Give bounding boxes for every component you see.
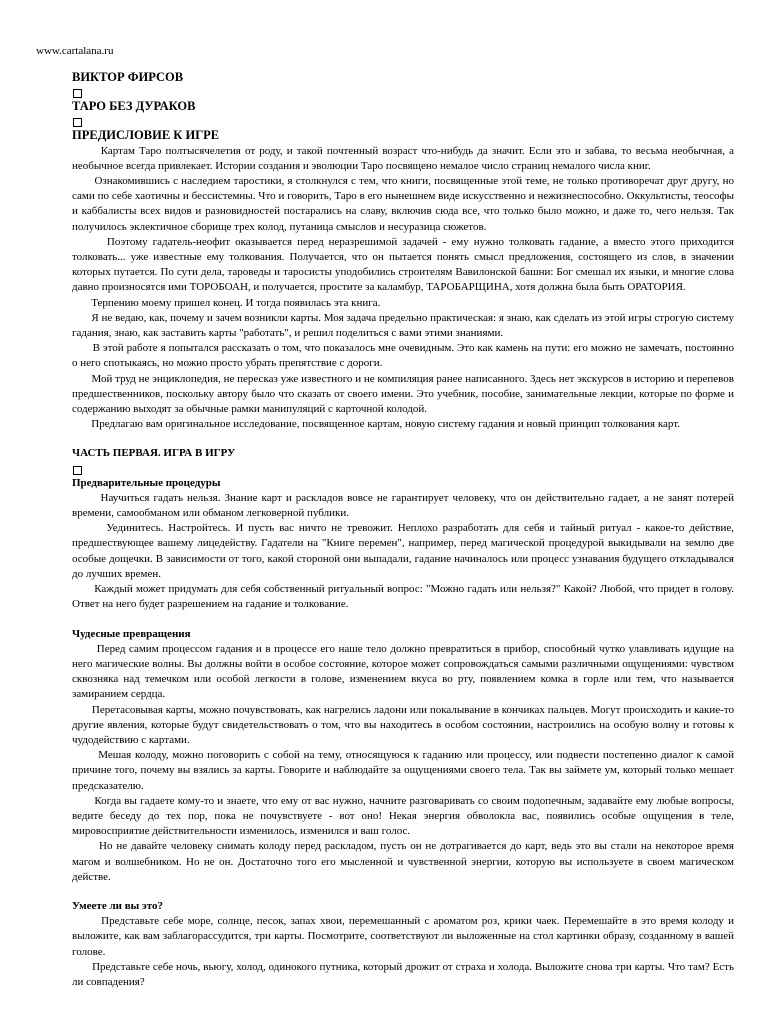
document-body xyxy=(72,70,734,990)
paragraph: В этой работе я попытался рассказать о том, что показалось мне очевидным. Это как камень на пути: его можно не замечать, постоянно о него спотыкаясь, но можно просто убрать препятствие с дороги. xyxy=(72,342,734,370)
paragraph: Я не ведаю, как, почему и зачем возникли карты. Моя задача предельно практическая: я знаю, как сделать из этой игры строгую систему гадания, знаю, как заставить карты "работать", и решил поделиться с вами этими знаниями. xyxy=(72,311,734,340)
paragraph: Перетасовывая карты, можно почувствовать, как нагрелись ладони или покалывание в кончиках пальцев. Могут происходить и какие-то другие явления, которые будут свидетельствовать о том, что вы находитесь в особом состоянии, настроились на особую волну и готовы к чудодействию с картами. xyxy=(72,703,734,746)
paragraph: Ознакомившись с наследием таростики, я столкнулся с тем, что книги, посвященные этой теме, не только противоречат друг другу, но сами по себе хаотичны и бессистемны. Что и говорить, Таро в его нынешнем виде искусственно и нежизнеспособно. Оккультисты, теософы и каббалисты всех видов и разновидностей постарались на славу, включив сюда все, что только было можно, и даже то, чего нельзя. Так получилось эклектичное сборище трех колод, путаница смыслов и несуразица сюжетов. xyxy=(72,175,734,233)
paragraph: Когда вы гадаете кому-то и знаете, что ему от вас нужно, начните разговаривать со своим подопечным, задавайте ему любые вопросы, ведите беседу до тех пор, пока не почувствуете - вот оно! Некая энергия обволокла вас, появились особые ощущения в теле, мировосприятие действительности изменилось, изменился и ваш голос. xyxy=(72,794,734,838)
part-title: ЧАСТЬ ПЕРВАЯ. ИГРА В ИГРУ xyxy=(72,447,236,460)
section-title: Предварительные процедуры xyxy=(72,476,221,489)
book-title: ТАРО БЕЗ ДУРАКОВ xyxy=(72,99,196,114)
paragraph: Представьте себе море, солнце, песок, запах хвои, перемешанный с ароматом роз, крики чаек. Перемешайте в это время колоду и выложите, как вам заблагорассудится, три карты. Посмотрите, соответствуют ли выложенные на стол картинки образу, созданному в вашей голове. xyxy=(72,915,734,958)
paragraph: Терпению моему пришел конец. И тогда появилась эта книга. xyxy=(72,296,381,309)
paragraph: Поэтому гадатель-неофит оказывается перед неразрешимой задачей - ему нужно толковать гадание, а вместо этого приходится толковать... уже известные ему толкования. Получается, что он пытается понять смысл предложения, состоящего из слов, в значении которых путается. По сути дела, тароведы и таросисты уподобились строителям Вавилонской башни: Бог смешал их языки, и многие слова давно произносятся ими ТОРОБОАН, и получается, простите за каламбур, ТАРОБАРЩИНА, хотя должна была быть ОРАТОРИЯ. xyxy=(72,235,734,294)
author-name: ВИКТОР ФИРСОВ xyxy=(72,70,184,84)
preface-text xyxy=(72,144,734,433)
paragraph: Но не давайте человеку снимать колоду перед раскладом, пусть он не дотрагивается до карт, ведь это вы стали на некоторое время магом и волшебником. Но не он. Достаточно того его мысленной и чувственной энергии, которую вы используете в своем магическом действе. xyxy=(72,840,734,883)
paragraph: Перед самим процессом гадания и в процессе его наше тело должно превратиться в прибор, способный чутко улавливать идущие на него магические волны. Вы должны войти в особое состояние, которое может сопровождаться самыми различными ощущениями: чувством сквозняка над темечком или особой легкости в голове, изменением вкуса во рту, появлением комка в горле или тем, что называется замиранием сердца. xyxy=(72,642,734,701)
missing-glyph-box xyxy=(72,85,734,99)
section-title: Чудесные превращения xyxy=(72,627,191,640)
section-title: Умеете ли вы это? xyxy=(72,899,164,912)
paragraph: Предлагаю вам оригинальное исследование, посвященное картам, новую систему гадания и новый принцип толкования карт. xyxy=(72,418,680,431)
paragraph: Каждый может придумать для себя собственный ритуальный вопрос: "Можно гадать или нельзя?" Какой? Любой, что придет в голову. Ответ на него будет разрешением на гадание и толкование. xyxy=(72,583,734,611)
paragraph: Научиться гадать нельзя. Знание карт и раскладов вовсе не гарантирует человеку, что он действительно гадает, а не занят потерей времени, самообманом или обманом легковерной публики. xyxy=(72,491,734,520)
paragraph: Представьте себе ночь, вьюгу, холод, одинокого путника, который дрожит от страха и холода. Выложите снова три карты. Что там? Есть ли совпадения? xyxy=(72,960,734,988)
missing-glyph-box xyxy=(72,462,734,476)
missing-glyph-box xyxy=(72,114,734,128)
site-url: www.cartalana.ru xyxy=(36,45,114,57)
paragraph: Уединитесь. Настройтесь. И пусть вас ничто не тревожит. Неплохо разработать для себя и тайный ритуал - какое-то действие, предшествующее вашему лицедейству. Гадатели на "Книге перемен", например, перед магической процедурой выкидывали на землю две особые дощечки. В зависимости от того, какой стороной они выпадали, гадание начиналось или процесс узнавания будущего откладывался до лучших времен. xyxy=(72,522,734,580)
paragraph: Мешая колоду, можно поговорить с собой на тему, относящуюся к гаданию или процессу, или подвести постепенно диалог к самой причине того, почему вы взялись за карты. Говорите и наблюдайте за ощущениями своего тела. Так вы займете ум, который только мешает предсказателю. xyxy=(72,749,734,792)
paragraph: Мой труд не энциклопедия, не пересказ уже известного и не компиляция ранее написанного. Здесь нет экскурсов в историю и перепевов предшественников, поскольку автору было что сказать от своего имени. Это учебник, пособие, занимательные лекции, которые по форме и содержанию выходят за обычные рамки манипуляций с карточной колодой. xyxy=(72,372,734,416)
preface-title: ПРЕДИСЛОВИЕ К ИГРЕ xyxy=(72,128,220,143)
paragraph: Картам Таро полтысячелетия от роду, и такой почтенный возраст что-нибудь да значит. Если это и забава, то весьма необычная, а необычное всегда привлекает. Истории создания и эволюции Таро посвящено немалое число страниц немалого числа книг. xyxy=(72,144,734,172)
